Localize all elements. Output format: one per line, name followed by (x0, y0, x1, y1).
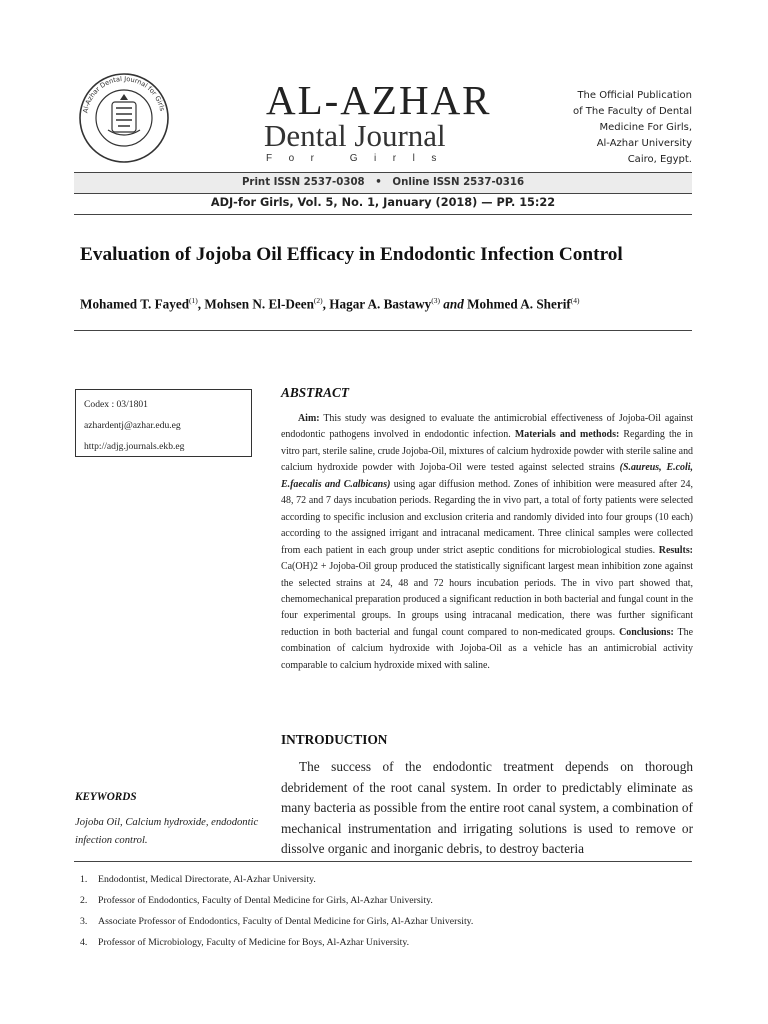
author-name: Mohmed A. Sherif (467, 296, 571, 312)
codex-box (75, 389, 252, 457)
publisher-line: of The Faculty of Dental (572, 106, 692, 117)
author-affiliation-mark: (2) (313, 296, 323, 305)
footnote-item (80, 911, 700, 932)
footnote-text: Endodontist, Medical Directorate, Al-Azhar University. (98, 874, 316, 885)
divider (74, 214, 692, 215)
logo-ring-text: Al-Azhar Dental Journal for Girls (81, 74, 167, 114)
footnote-item (80, 932, 700, 953)
methods-text-continued: using agar diffusion method. Zones of inhibition were measured after 24, 48, 72 and 7 days incubation periods. Regarding the in vivo part, a total of forty patients were selected according to specific inclusion and exclusion criteria and randomly divided into four groups (10 each) according to the assigned irrigant and intracanal medicament. Three clinical samples were collected from each patient in each group under strict aseptic conditions for microbiological studies. (281, 478, 693, 556)
footnote-item (80, 869, 700, 890)
footnote-number: 4. (80, 937, 88, 948)
author-name: Hagar A. Bastawy (329, 296, 432, 312)
codex-number: Codex : 03/1801 (84, 399, 148, 410)
footnote-text: Professor of Endodontics, Faculty of Dental Medicine for Girls, Al-Azhar University. (98, 895, 433, 906)
publisher-info (522, 88, 692, 168)
divider (74, 172, 692, 173)
introduction-text: The success of the endodontic treatment depends on thorough debridement of the root canal system. In order to predictably eliminate as many bacteria as possible from the entire root canal system, a combination of mechanical instrumentation and irrigating solutions is used to remove or dissolve organic and inorganic debris, to destroy bacteria (281, 759, 693, 857)
abstract-body (281, 411, 693, 674)
footnotes (80, 869, 700, 953)
methods-label: Materials and methods: (514, 429, 620, 441)
journal-logo-seal (78, 72, 170, 164)
footnote-number: 2. (80, 895, 88, 906)
methods-text: Regarding the in vitro part, sterile saline, crude Jojoba-Oil, mixtures of calcium hydroxide powder with sterile saline and calcium hydroxide powder with Jojoba-Oil were tested against selected strains (281, 429, 694, 474)
divider (74, 330, 692, 331)
footnote-text: Professor of Microbiology, Faculty of Medicine for Boys, Al-Azhar University. (98, 937, 410, 948)
publisher-line: Cairo, Egypt. (627, 154, 692, 165)
author-separator: , (197, 296, 205, 312)
author-affiliation-mark: (4) (570, 296, 580, 305)
publisher-line: The Official Publication (577, 90, 692, 101)
author-separator: , (322, 296, 330, 312)
footnote-text: Associate Professor of Endodontics, Faculty of Dental Medicine for Girls, Al-Azhar University. (98, 916, 474, 927)
footnote-number: 1. (80, 874, 88, 885)
author-affiliation-mark: (3) (431, 296, 440, 305)
keywords-text: Jojoba Oil, Calcium hydroxide, endodontic infection control. (75, 817, 259, 846)
issue-line: ADJ-for Girls, Vol. 5, No. 1, January (2018) — PP. 15:22 (210, 196, 556, 209)
conclusions-label: Conclusions: (619, 626, 674, 638)
publisher-line: Medicine For Girls, (599, 122, 692, 133)
article-title: Evaluation of Jojoba Oil Efficacy in Endodontic Infection Control (80, 244, 623, 265)
journal-subtitle: Dental Journal (264, 118, 446, 153)
results-label: Results: (658, 544, 693, 556)
introduction-body (281, 757, 693, 860)
conclusions-text: The combination of calcium hydroxide with Jojoba-Oil as a vehicle has an antimicrobial activity comparable to calcium hydroxide mixed with saline. (281, 626, 693, 671)
strains-list: (S.aureus, E.coli, E.faecalis and C.albicans) (281, 462, 693, 490)
keywords-heading: KEYWORDS (75, 791, 137, 803)
footnote-divider (74, 861, 692, 862)
journal-masthead (264, 77, 506, 164)
journal-url[interactable]: http://adjg.journals.ekb.eg (84, 441, 185, 452)
issn-line: Print ISSN 2537-0308 • Online ISSN 2537-0316 (241, 177, 525, 188)
footnote-item (80, 890, 700, 911)
author-affiliation-mark: (1) (189, 296, 198, 305)
introduction-heading: INTRODUCTION (281, 732, 388, 747)
publisher-line: Al-Azhar University (596, 138, 692, 149)
footnote-number: 3. (80, 916, 88, 927)
journal-name: AL-AZHAR (266, 77, 492, 123)
authors-line (80, 296, 700, 312)
contact-email[interactable]: azhardentj@azhar.edu.eg (84, 420, 181, 431)
results-text: Ca(OH)2 + Jojoba-Oil group produced the statistically significant largest mean inhibition zone against the selected strains at 24, 48 and 72 hours incubation periods. The in vivo part showed that, chemomechanical preparation produced a significant reduction in both bacterial and fungal count in the four experimental groups. In groups using intracanal medication, there was further significant reduction in both bacterial and fungal count compared to non-medicated groups. (281, 561, 693, 638)
aim-label: Aim: (298, 413, 320, 424)
journal-for-girls: For Girls (266, 153, 453, 164)
author-name: Mohsen N. El-Deen (204, 296, 314, 312)
abstract-heading: ABSTRACT (281, 385, 349, 400)
author-name: Mohamed T. Fayed (80, 296, 190, 312)
divider (74, 193, 692, 194)
author-separator: and (439, 296, 468, 312)
aim-text: This study was designed to evaluate the antimicrobial effectiveness of Jojoba-Oil against endodontic pathogens involved in endodontic infection. (281, 413, 693, 441)
